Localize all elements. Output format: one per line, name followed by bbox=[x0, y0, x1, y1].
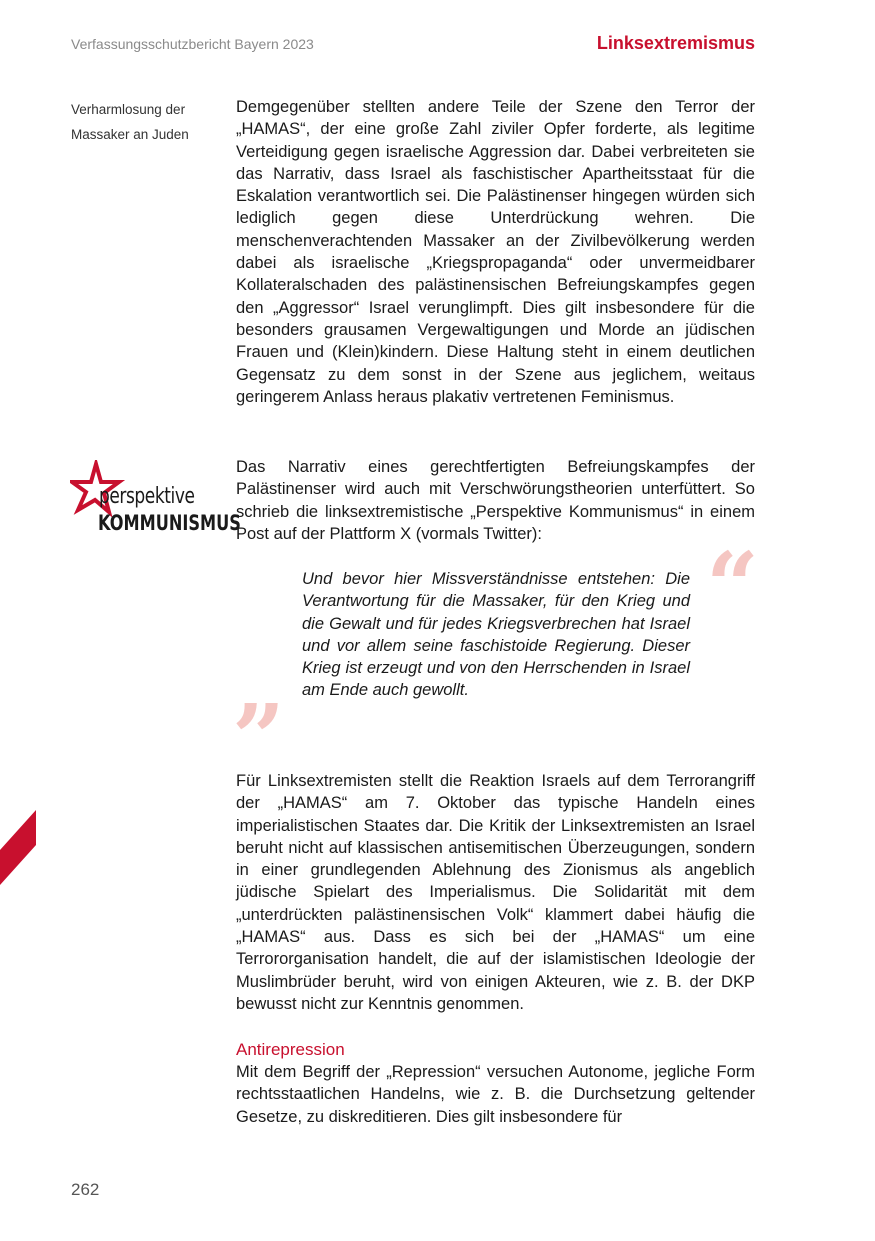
page-number: 262 bbox=[71, 1180, 100, 1199]
logo-text-perspektive: perspektive bbox=[99, 484, 195, 509]
paragraph-1: Demgegenüber stellten andere Teile der Szene den Terror der „HAMAS“, der eine große Zahl ziviler Opfer forderte, als legitime Verteidigung gegen israelische Aggression dar. Dabei verbreiteten sie das Narrativ, dass Israel als faschistischer Apartheitsstaat für die Eskalation verantwortlich sei. Die Palästinenser hingegen würden sich lediglich gegen diese Unterdrückung wehren. Die menschenverachtenden Massaker an der Zivilbevölkerung werden dabei als israelische „Kriegspropaganda“ oder unvermeidbarer Kollateralschaden des palästinensischen Befreiungskampfes gegen den „Aggressor“ Israel verunglimpft. Dies gilt insbesondere für die besonders grausamen Vergewaltigungen und Morde an jüdischen Frauen und (Klein)kindern. Diese Haltung steht in einem deutlichen Gegensatz zu dem sonst in der Szene aus jeglichem, weitaus geringerem Anlass heraus plakativ vertretenen Feminismus. bbox=[236, 98, 755, 406]
paragraph-4: Mit dem Begriff der „Repression“ versuchen Autonome, jegliche Form rechtsstaatlichen Handelns, wie z. B. die Durchsetzung geltender Gesetze, zu diskreditieren. Dies gilt insbesondere für bbox=[236, 1063, 755, 1126]
perspektive-kommunismus-logo bbox=[70, 460, 241, 540]
close-quote-mark: ” bbox=[232, 684, 285, 792]
paragraph-2: Das Narrativ eines gerechtfertigten Befreiungskampfes der Palästinenser wird auch mit Verschwörungstheorien unterfüttert. So schrieb die linksextremistische „Perspektive Kommunismus“ in einem Post auf der Plattform X (vormals Twitter): bbox=[236, 458, 755, 543]
margin-note-line: Massaker an Juden bbox=[71, 127, 189, 142]
margin-note bbox=[71, 97, 221, 147]
logo-text-kommunismus: KOMMUNISMUS bbox=[98, 511, 241, 535]
chapter-title: Linksextremismus bbox=[596, 33, 755, 53]
block-quote: Und bevor hier Missverständnisse entstehen: Die Verantwortung für die Massaker, für den Krieg und die Gewalt und für jedes Kriegsverbrechen hat Israel und vor allem seine faschistoide Regierung. Dieser Krieg ist erzeugt und von den Herrschenden in Israel am Ende auch gewollt. bbox=[302, 570, 690, 700]
report-title: Verfassungsschutzbericht Bayern 2023 bbox=[71, 36, 314, 52]
margin-note-line: Verharmlosung der bbox=[71, 102, 186, 117]
paragraph-3: Für Linksextremisten stellt die Reaktion Israels auf dem Terrorangriff der „HAMAS“ am 7. Oktober das typische Handeln eines imperialistischen Staates dar. Die Kritik der Linksextremisten an Israel beruht nicht auf klassischen antisemitischen Überzeugungen, sondern in einer grundlegenden Ablehnung des Zionismus als angeblich jüdische Spielart des Imperialismus. Die Solidarität mit dem „unterdrückten palästinensischen Volk“ klammert dabei häufig die „HAMAS“ aus. Dass es sich bei der „HAMAS“ um eine Terrororganisation handelt, die auf der islamistischen Ideologie der Muslimbrüder beruht, wird von einigen Akteuren, wie z. B. der DKP bewusst nicht zur Kenntnis genommen. bbox=[236, 772, 755, 1013]
open-quote-mark: “ bbox=[706, 532, 759, 640]
chapter-tab-marker bbox=[0, 0, 40, 900]
section-heading-antirepression: Antirepression bbox=[236, 1040, 345, 1059]
